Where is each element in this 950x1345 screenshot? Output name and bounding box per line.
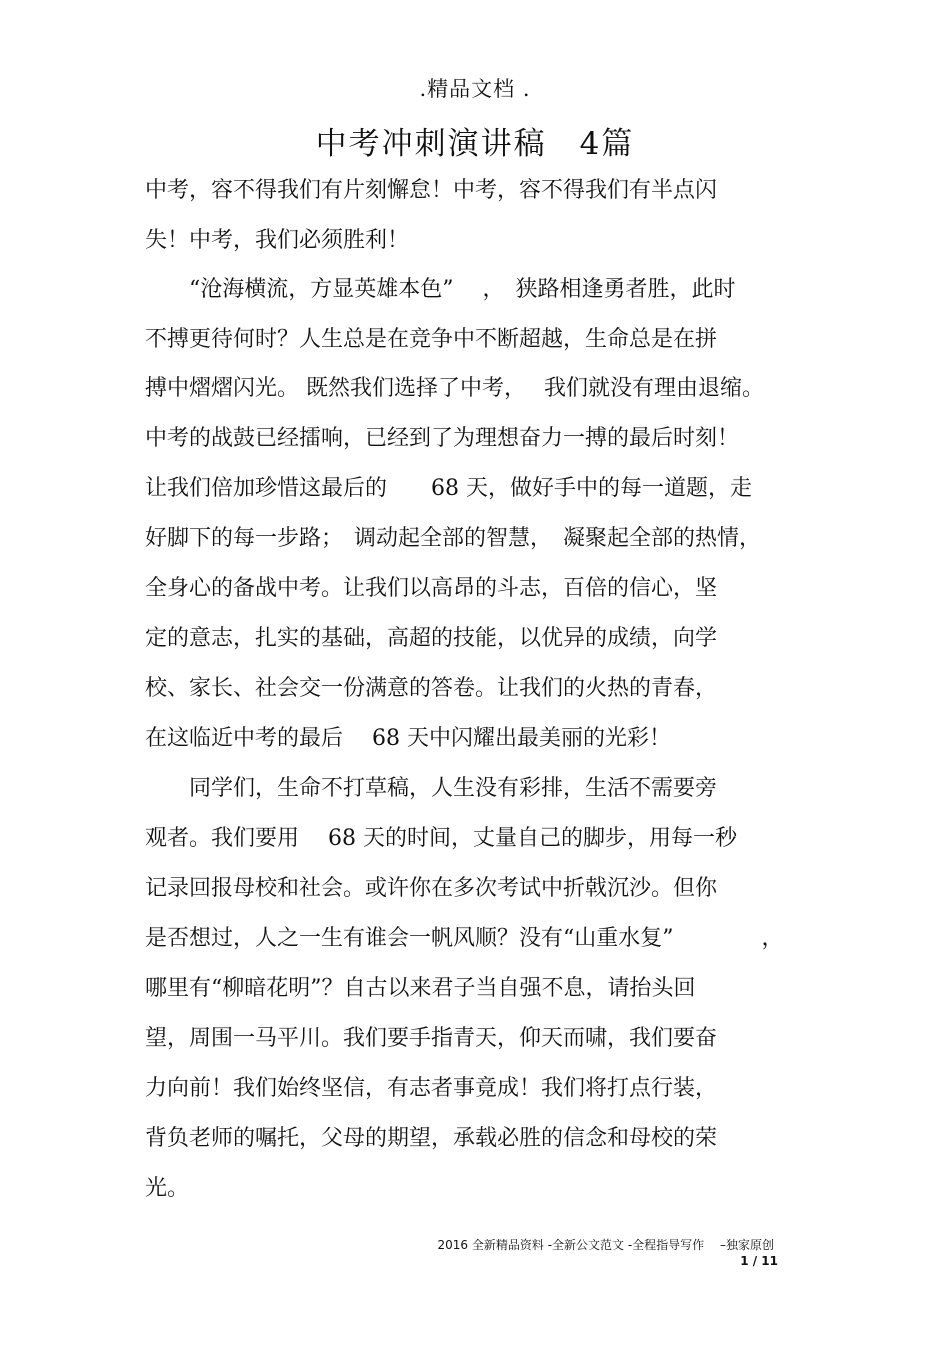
body-line: 记录回报母校和社会。或许你在多次考试中折戟沉沙。但你 bbox=[145, 876, 718, 901]
body-line: 失！中考，我们必须胜利！ bbox=[145, 228, 410, 253]
body-line: 中考，容不得我们有片刻懈怠！中考，容不得我们有半点闪 bbox=[145, 178, 718, 203]
body-line: 校、家长、社会交一份满意的答卷。让我们的火热的青春， bbox=[145, 676, 718, 701]
body-line: 望，周围一马平川。我们要手指青天，仰天而啸，我们要奋 bbox=[145, 1026, 718, 1051]
page-number: 1 / 11 bbox=[740, 1254, 778, 1268]
body-line: 好脚下的每一步路； 调动起全部的智慧， 凝聚起全部的热情， bbox=[145, 526, 762, 551]
body-line: 力向前！我们始终坚信，有志者事竟成！我们将打点行装， bbox=[145, 1076, 718, 1101]
body-line: 背负老师的嘱托，父母的期望，承载必胜的信念和母校的荣 bbox=[145, 1126, 718, 1151]
body-line: 是否想过，人之一生有谁会一帆风顺？没有“山重水复” ， bbox=[145, 926, 784, 951]
body-line: 观者。我们要用 68 天的时间，丈量自己的脚步，用每一秒 bbox=[145, 826, 737, 851]
body-line: 搏中熠熠闪光。 既然我们选择了中考， 我们就没有理由退缩。 bbox=[145, 376, 764, 401]
body-line: 在这临近中考的最后 68 天中闪耀出最美丽的光彩！ bbox=[145, 726, 671, 751]
body-line: 定的意志，扎实的基础，高超的技能，以优异的成绩，向学 bbox=[145, 626, 718, 651]
body-line: 中考的战鼓已经擂响，已经到了为理想奋力一搏的最后时刻！ bbox=[145, 426, 740, 451]
document-title: 中考冲刺演讲稿 4篇 bbox=[315, 126, 635, 162]
body-line: 不搏更待何时？人生总是在竞争中不断超越，生命总是在拼 bbox=[145, 327, 718, 352]
body-line: 同学们，生命不打草稿，人生没有彩排，生活不需要旁 bbox=[145, 776, 718, 801]
body-line: 光。 bbox=[145, 1176, 190, 1201]
body-line: 哪里有“柳暗花明”？自古以来君子当自强不息，请抬头回 bbox=[145, 976, 696, 1001]
page-footer: 2016 全新精品资料 -全新公文范文 -全程指导写作 –独家原创 bbox=[437, 1238, 774, 1252]
body-line: 让我们倍加珍惜这最后的 68 天，做好手中的每一道题，走 bbox=[145, 476, 752, 501]
body-line: “沧海横流，方显英雄本色” ， 狭路相逢勇者胜，此时 bbox=[145, 277, 736, 302]
body-line: 全身心的备战中考。让我们以高昂的斗志，百倍的信心，坚 bbox=[145, 576, 718, 601]
page-header: .精品文档 . bbox=[419, 77, 531, 101]
